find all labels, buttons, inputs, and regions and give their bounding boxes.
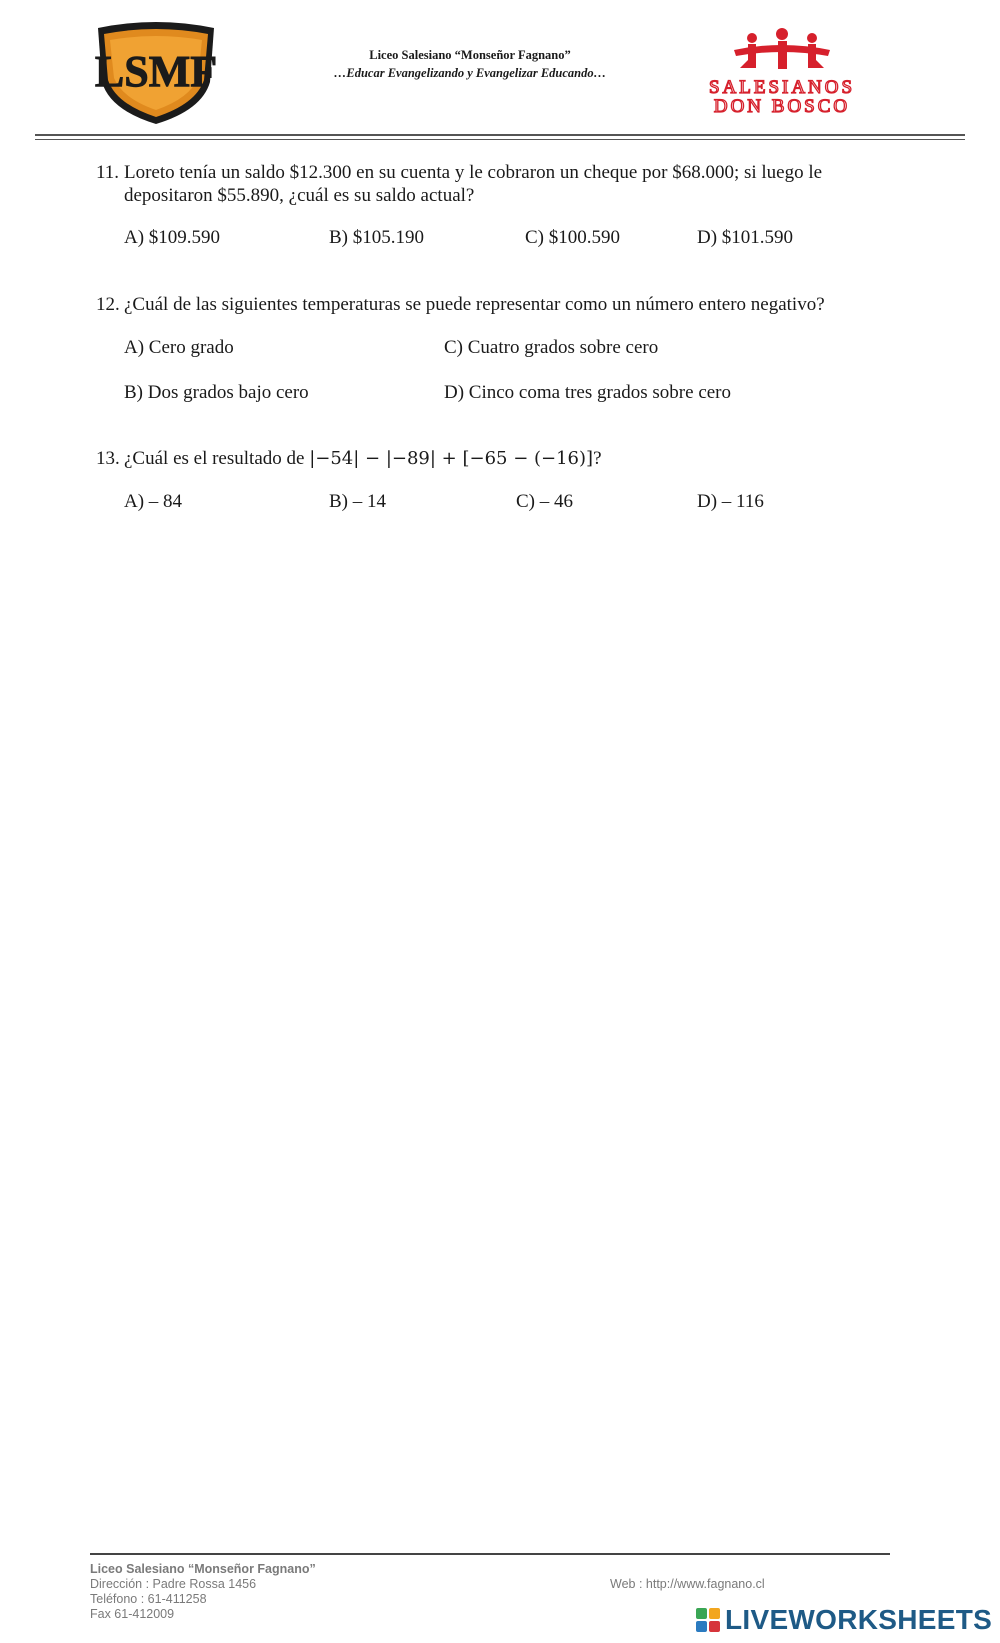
answer-option-d[interactable]: D) $101.590: [697, 227, 794, 248]
math-expression: |−54| − |−89| + [−65 − (−16)]: [309, 448, 594, 469]
footer-website: Web : http://www.fagnano.cl: [610, 1577, 765, 1591]
liveworksheets-icon: [695, 1607, 721, 1633]
question-number: 11.: [96, 162, 120, 183]
answer-option-c[interactable]: C) Cuatro grados sobre cero: [444, 337, 659, 358]
answer-option-b[interactable]: B) – 14: [329, 491, 386, 512]
salesianos-don-bosco-logo: [668, 28, 896, 118]
liveworksheets-wordmark: LIVEWORKSHEETS: [725, 1604, 993, 1635]
footer-fax: Fax 61-412009: [90, 1607, 175, 1621]
question-12: [96, 293, 825, 316]
question-13: [96, 447, 602, 470]
answer-option-b[interactable]: B) Dos grados bajo cero: [124, 382, 309, 403]
school-name-heading: Liceo Salesiano “Monseñor Fagnano”: [369, 48, 571, 62]
footer-school-name: Liceo Salesiano “Monseñor Fagnano”: [90, 1562, 316, 1576]
question-text: ¿Cuál de las siguientes temperaturas se puede representar como un número entero negativo?: [124, 294, 825, 315]
answer-option-b[interactable]: B) $105.190: [329, 227, 424, 248]
question-text: ¿Cuál es el resultado de: [124, 448, 310, 469]
question-11-line1: [96, 161, 822, 184]
svg-text:LSMF: LSMF: [94, 47, 218, 96]
footer-address: Dirección : Padre Rossa 1456: [90, 1577, 257, 1591]
answer-option-c[interactable]: C) – 46: [516, 491, 573, 512]
answer-option-d[interactable]: D) Cinco coma tres grados sobre cero: [444, 382, 732, 403]
answer-option-a[interactable]: A) – 84: [124, 491, 183, 512]
question-number: 13.: [96, 448, 120, 469]
answer-option-c[interactable]: C) $100.590: [525, 227, 620, 248]
answer-option-a[interactable]: A) Cero grado: [124, 337, 234, 358]
header-divider-thin: [35, 139, 965, 140]
question-text: Loreto tenía un saldo $12.300 en su cuenta y le cobraron un cheque por $68.000; si luego le: [124, 162, 823, 183]
question-11-line2: depositaron $55.890, ¿cuál es su saldo actual?: [124, 185, 475, 206]
svg-text:SALESIANOS: SALESIANOS: [708, 77, 856, 98]
answer-option-d[interactable]: D) – 116: [697, 491, 764, 512]
footer-divider: [90, 1553, 890, 1555]
liveworksheets-watermark: [695, 1605, 992, 1635]
answer-option-a[interactable]: A) $109.590: [124, 227, 221, 248]
question-mark: ?: [593, 448, 602, 469]
svg-text:DON BOSCO: DON BOSCO: [713, 96, 851, 117]
school-motto: …Educar Evangelizando y Evangelizar Educando…: [333, 66, 607, 80]
header-divider: [35, 134, 965, 136]
footer-phone: Teléfono : 61-411258: [90, 1592, 207, 1606]
question-number: 12.: [96, 294, 120, 315]
